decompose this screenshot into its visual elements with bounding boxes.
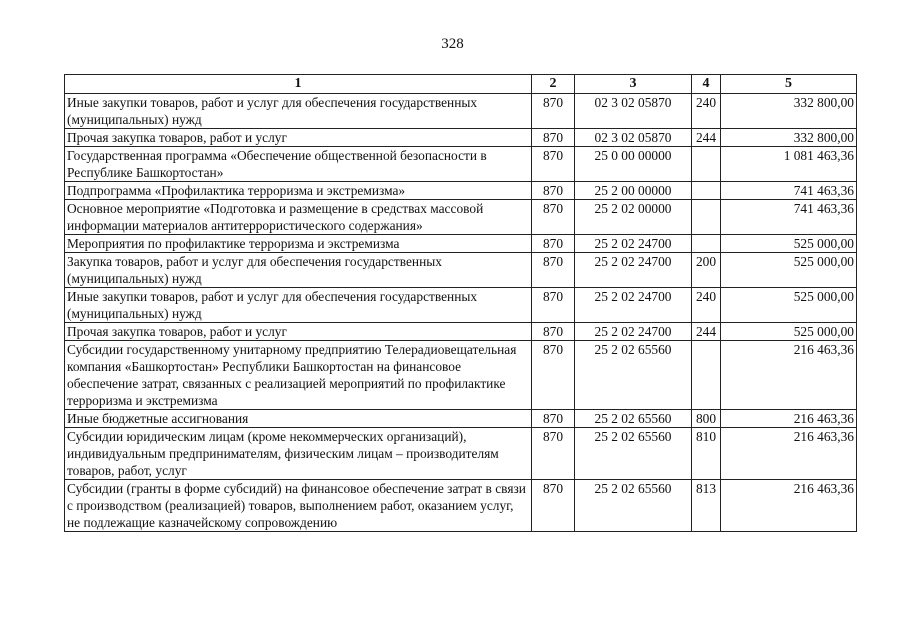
row-code: 870: [532, 182, 575, 200]
header-col-3: 3: [575, 75, 692, 94]
row-target-article: 25 2 02 65560: [575, 428, 692, 480]
table-row: [65, 341, 857, 410]
table-row: [65, 253, 857, 288]
row-name: Субсидии государственному унитарному предприятию Телерадиовещательная компания «Башкортостан» Республики Башкортостан на финансовое обеспечение затрат, связанных с реализацией мероприятий по профилактике терроризма и экстремизма: [65, 341, 532, 410]
row-name: Государственная программа «Обеспечение общественной безопасности в Республике Башкортостан»: [65, 147, 532, 182]
row-name: Прочая закупка товаров, работ и услуг: [65, 129, 532, 147]
row-expense-type: [692, 147, 721, 182]
row-sum: 741 463,36: [721, 200, 857, 235]
row-sum: 216 463,36: [721, 341, 857, 410]
row-code: 870: [532, 147, 575, 182]
row-name: Основное мероприятие «Подготовка и размещение в средствах массовой информации материалов антитеррористического содержания»: [65, 200, 532, 235]
row-name: Иные закупки товаров, работ и услуг для обеспечения государственных (муниципальных) нужд: [65, 288, 532, 323]
row-target-article: 25 2 02 00000: [575, 200, 692, 235]
row-code: 870: [532, 480, 575, 532]
row-target-article: 25 2 00 00000: [575, 182, 692, 200]
row-code: 870: [532, 129, 575, 147]
row-expense-type: 240: [692, 94, 721, 129]
table-row: [65, 200, 857, 235]
header-col-1: 1: [65, 75, 532, 94]
row-expense-type: 244: [692, 323, 721, 341]
row-expense-type: 244: [692, 129, 721, 147]
row-sum: 216 463,36: [721, 428, 857, 480]
row-sum: 525 000,00: [721, 253, 857, 288]
row-name: Иные бюджетные ассигнования: [65, 410, 532, 428]
table-row: [65, 288, 857, 323]
header-col-5: 5: [721, 75, 857, 94]
row-code: 870: [532, 288, 575, 323]
row-name: Иные закупки товаров, работ и услуг для обеспечения государственных (муниципальных) нужд: [65, 94, 532, 129]
row-name: Закупка товаров, работ и услуг для обеспечения государственных (муниципальных) нужд: [65, 253, 532, 288]
row-target-article: 25 2 02 24700: [575, 288, 692, 323]
row-name: Прочая закупка товаров, работ и услуг: [65, 323, 532, 341]
row-sum: 1 081 463,36: [721, 147, 857, 182]
row-expense-type: 240: [692, 288, 721, 323]
row-expense-type: [692, 200, 721, 235]
row-name: Подпрограмма «Профилактика терроризма и экстремизма»: [65, 182, 532, 200]
row-expense-type: 810: [692, 428, 721, 480]
row-target-article: 25 2 02 24700: [575, 235, 692, 253]
header-row: [65, 75, 857, 94]
row-sum: 216 463,36: [721, 480, 857, 532]
budget-table: [64, 74, 857, 532]
row-code: 870: [532, 200, 575, 235]
row-code: 870: [532, 341, 575, 410]
table-row: [65, 147, 857, 182]
row-sum: 525 000,00: [721, 323, 857, 341]
table-row: [65, 323, 857, 341]
row-expense-type: [692, 341, 721, 410]
row-target-article: 25 2 02 65560: [575, 410, 692, 428]
row-code: 870: [532, 235, 575, 253]
table-row: [65, 480, 857, 532]
row-target-article: 25 0 00 00000: [575, 147, 692, 182]
header-col-2: 2: [532, 75, 575, 94]
row-code: 870: [532, 253, 575, 288]
table-row: [65, 428, 857, 480]
row-expense-type: [692, 182, 721, 200]
table-row: [65, 410, 857, 428]
table-row: [65, 235, 857, 253]
row-sum: 525 000,00: [721, 288, 857, 323]
page-number: 328: [441, 36, 464, 52]
row-expense-type: 800: [692, 410, 721, 428]
row-target-article: 25 2 02 65560: [575, 341, 692, 410]
table-row: [65, 94, 857, 129]
row-code: 870: [532, 428, 575, 480]
table-row: [65, 129, 857, 147]
row-sum: 332 800,00: [721, 94, 857, 129]
row-target-article: 25 2 02 65560: [575, 480, 692, 532]
header-col-4: 4: [692, 75, 721, 94]
row-expense-type: [692, 235, 721, 253]
row-target-article: 02 3 02 05870: [575, 94, 692, 129]
row-expense-type: 200: [692, 253, 721, 288]
row-expense-type: 813: [692, 480, 721, 532]
row-name: Мероприятия по профилактике терроризма и экстремизма: [65, 235, 532, 253]
row-code: 870: [532, 94, 575, 129]
row-name: Субсидии (гранты в форме субсидий) на финансовое обеспечение затрат в связи с производством (реализацией) товаров, выполнением работ, оказанием услуг, не подлежащие казначейскому сопровождению: [65, 480, 532, 532]
row-target-article: 25 2 02 24700: [575, 323, 692, 341]
row-sum: 216 463,36: [721, 410, 857, 428]
row-sum: 741 463,36: [721, 182, 857, 200]
row-name: Субсидии юридическим лицам (кроме некоммерческих организаций), индивидуальным предпринимателям, физическим лицам – производителям товаров, работ, услуг: [65, 428, 532, 480]
row-target-article: 25 2 02 24700: [575, 253, 692, 288]
row-sum: 525 000,00: [721, 235, 857, 253]
row-sum: 332 800,00: [721, 129, 857, 147]
table-row: [65, 182, 857, 200]
row-code: 870: [532, 410, 575, 428]
row-target-article: 02 3 02 05870: [575, 129, 692, 147]
row-code: 870: [532, 323, 575, 341]
